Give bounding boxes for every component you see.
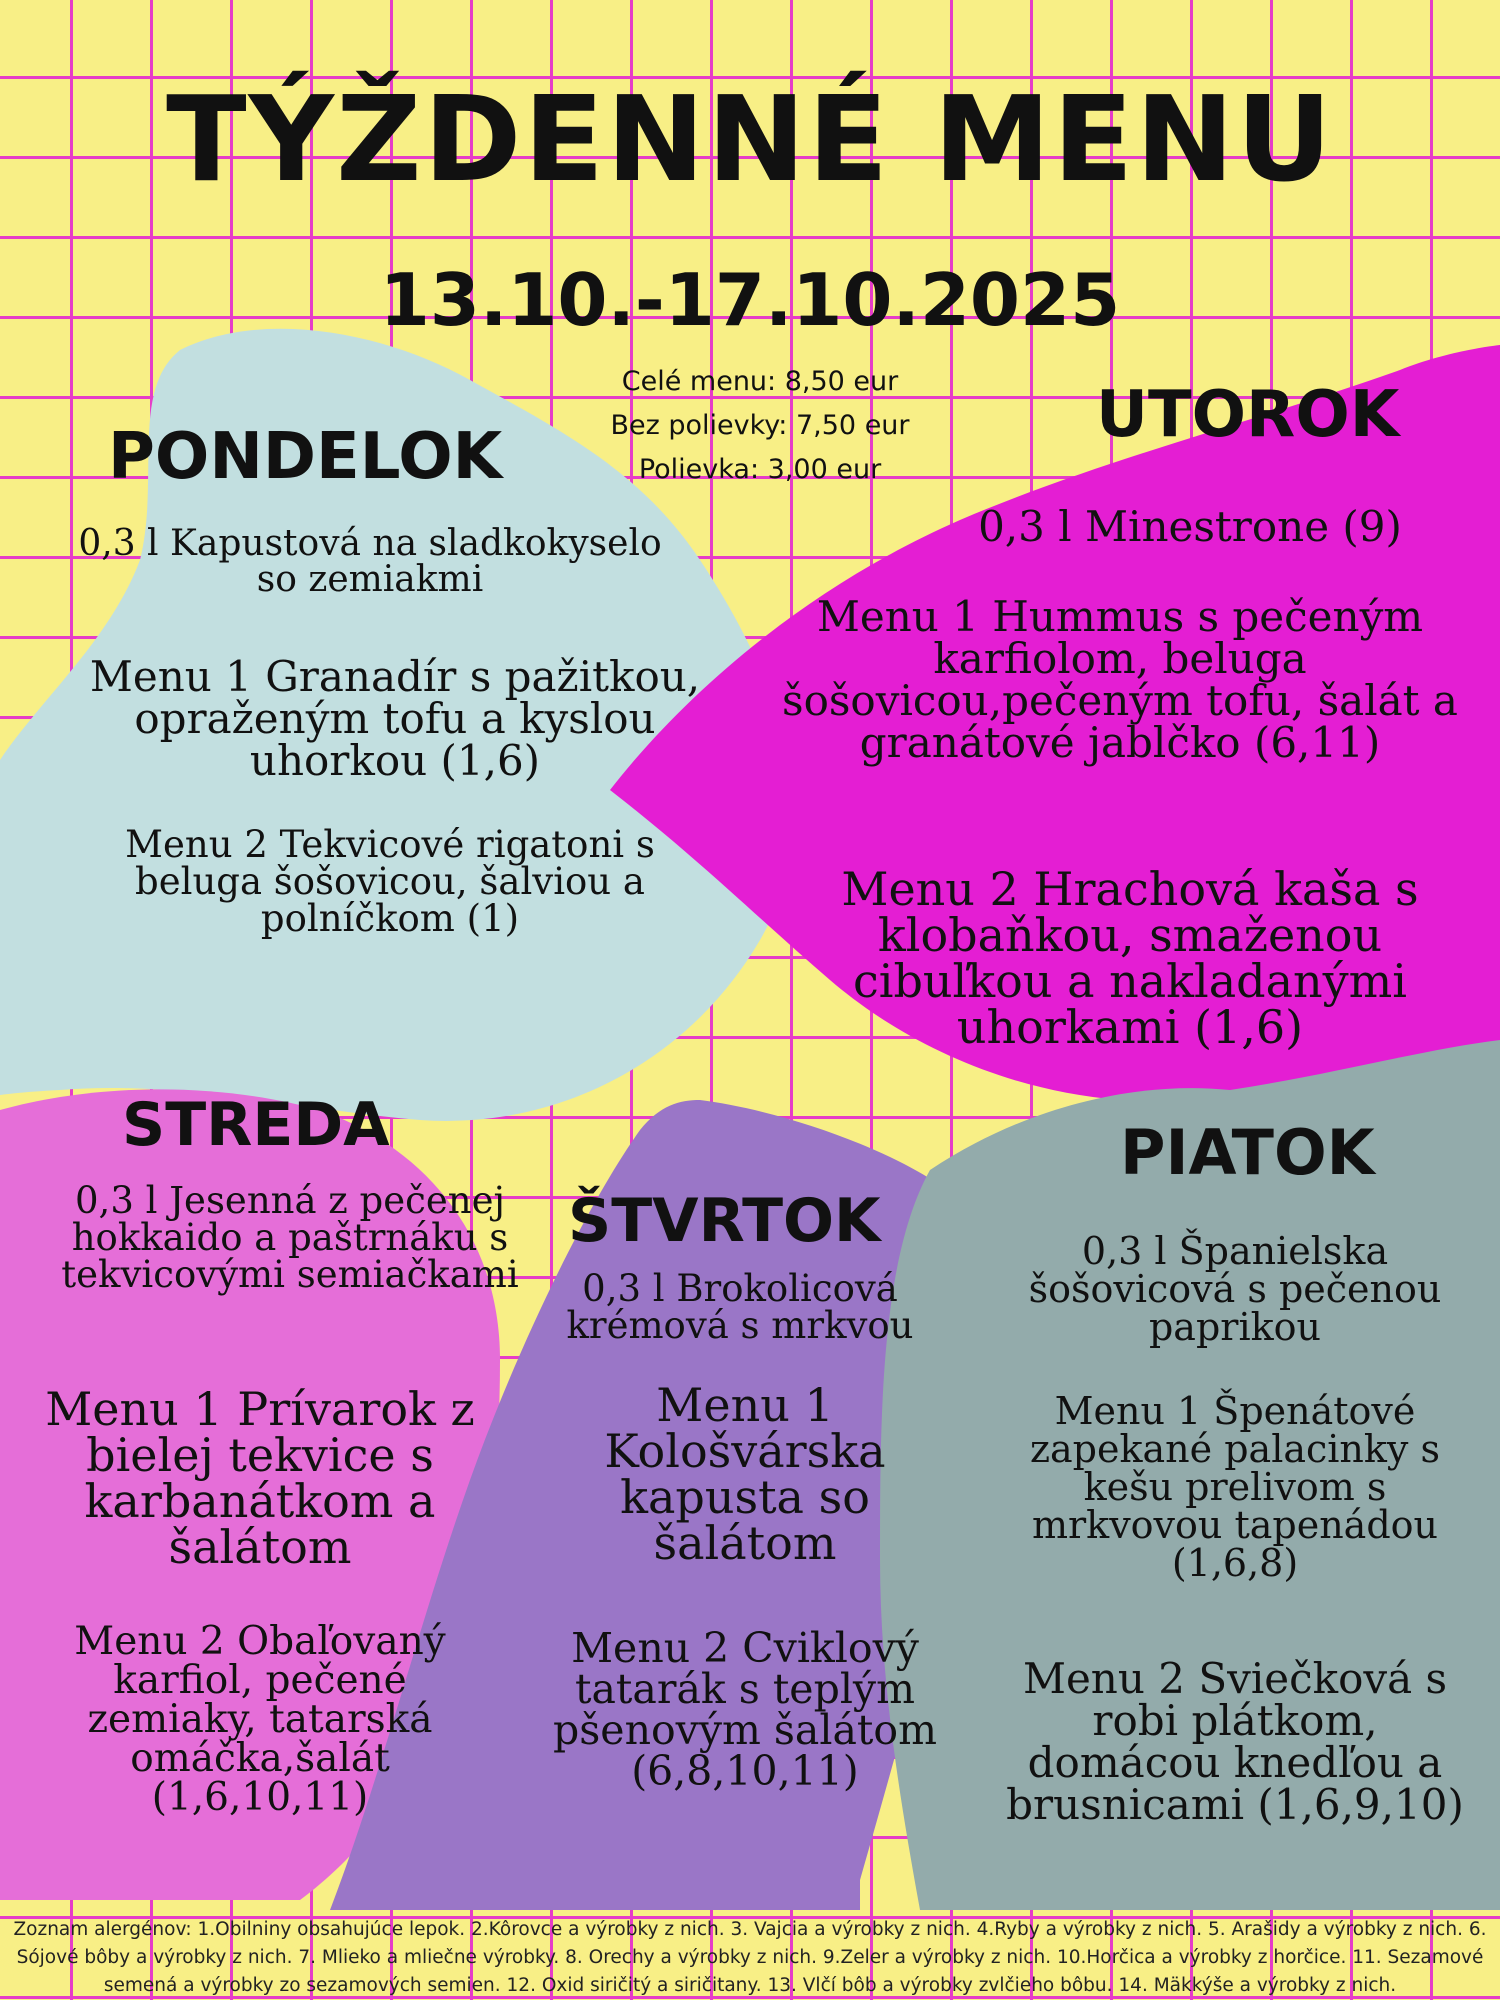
thursday-soup: 0,3 l Brokolicová krémová s mrkvou bbox=[566, 1267, 914, 1347]
monday-menu-2: Menu 2 Tekvicové rigatoni s beluga šošovicou, šalviou a polníčkom (1) bbox=[125, 823, 655, 940]
price-list bbox=[560, 360, 960, 492]
day-heading-tuesday: UTOROK bbox=[1096, 378, 1400, 452]
day-heading-monday: PONDELOK bbox=[108, 420, 503, 494]
wednesday-menu-2: Menu 2 Obaľovaný karfiol, pečené zemiaky, tatarská omáčka,šalát (1,6,10,11) bbox=[74, 1619, 446, 1820]
wednesday-menu-1: Menu 1 Prívarok z bielej tekvice s karbanátkom a šalátom bbox=[45, 1382, 475, 1574]
date-range: 13.10.-17.10.2025 bbox=[379, 258, 1121, 342]
wednesday-soup: 0,3 l Jesenná z pečenej hokkaido a paštrnáku s tekvicovými semiačkami bbox=[61, 1179, 519, 1296]
day-heading-wednesday: STREDA bbox=[122, 1090, 390, 1160]
friday-soup: 0,3 l Španielska šošovicová s pečenou paprikou bbox=[1028, 1229, 1442, 1349]
friday-menu-2: Menu 2 Sviečková s robi plátkom, domácou knedľou a brusnicami (1,6,9,10) bbox=[1006, 1654, 1464, 1829]
price-full-menu: Celé menu: 8,50 eur bbox=[621, 366, 899, 397]
day-heading-friday: PIATOK bbox=[1120, 1116, 1375, 1189]
tuesday-soup: 0,3 l Minestrone (9) bbox=[978, 502, 1402, 551]
allergen-list: Zoznam alergénov: 1.Obilniny obsahujúce lepok. 2.Kôrovce a výrobky z nich. 3. Vajcia a výrobky z nich. 4.Ryby a výrobky z nich. 5. Arašidy a výrobky z nich. 6. Sójové bôby a výrobky z nich. 7. Mlieko a mliečne výrobky. 8. Orechy a výrobky z nich. 9.Zeler a výrobky z nich. 10.Horčica a výrobky z horčice. 11. Sezamové semená a výrobky zo sezamových semien. 12. Oxid siričitý a siričitany. 13. Vlčí bôb a výrobky zvlčieho bôbu. 14. Mäkkýše a výrobky z nich. bbox=[13, 1919, 1487, 1996]
tuesday-menu-1: Menu 1 Hummus s pečeným karfiolom, beluga šošovicou,pečeným tofu, šalát a granátové jablčko (6,11) bbox=[782, 592, 1458, 767]
tuesday-menu-2: Menu 2 Hrachová kaša s klobaňkou, smaženou cibuľkou a nakladanými uhorkami (1,6) bbox=[841, 862, 1419, 1054]
day-heading-thursday: ŠTVRTOK bbox=[568, 1186, 881, 1256]
monday-soup: 0,3 l Kapustová na sladkokyselo so zemiakmi bbox=[78, 523, 662, 600]
page-title: TÝŽDENNÉ MENU bbox=[166, 70, 1334, 208]
monday-menu-1: Menu 1 Granadír s pažitkou, opraženým tofu a kyslou uhorkou (1,6) bbox=[89, 652, 701, 785]
friday-menu-1: Menu 1 Špenátové zapekané palacinky s kešu prelivom s mrkvovou tapenádou (1,6,8) bbox=[1030, 1389, 1440, 1585]
thursday-menu-1: Menu 1 Kološvárska kapusta so šalátom bbox=[604, 1378, 886, 1570]
price-without-soup: Bez polievky: 7,50 eur bbox=[610, 410, 910, 441]
price-soup: Polievka: 3,00 eur bbox=[638, 454, 882, 485]
thursday-menu-2: Menu 2 Cviklový tatarák s teplým pšenovým šalátom (6,8,10,11) bbox=[553, 1624, 937, 1795]
